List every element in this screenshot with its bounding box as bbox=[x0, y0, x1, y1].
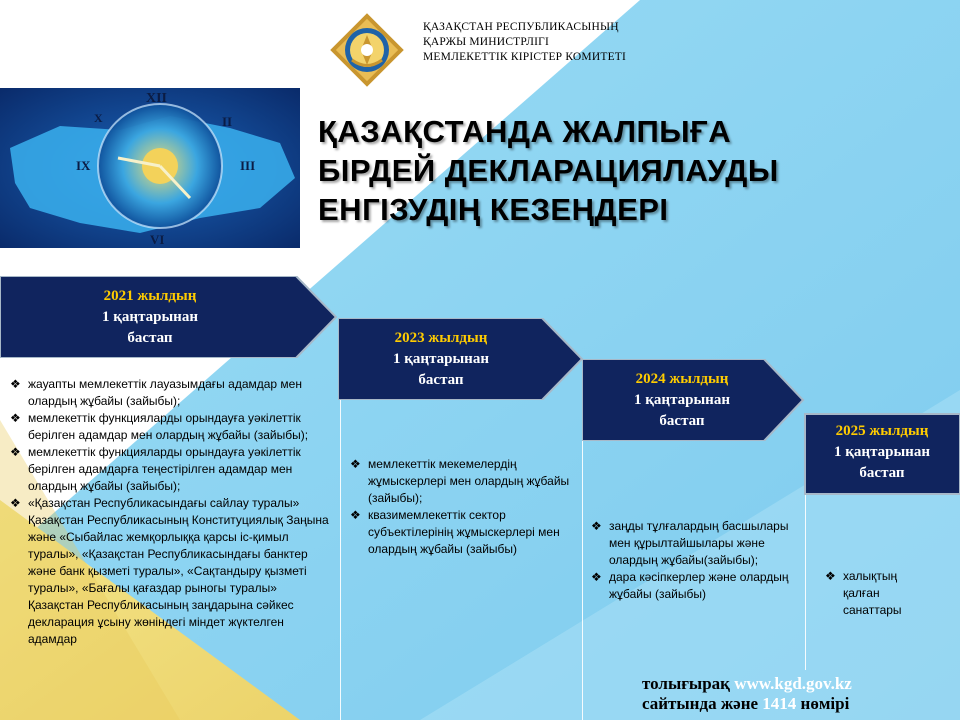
stage-date: 1 қаңтарынан bbox=[634, 392, 730, 408]
org-line: МЕМЛЕКЕТТІК КІРІСТЕР КОМИТЕТІ bbox=[423, 51, 627, 63]
list-item-text: дара кәсіпкерлер және олардың жұбайы (зайыбы) bbox=[609, 570, 789, 601]
kgd-emblem-logo bbox=[322, 5, 412, 95]
list-item bbox=[591, 569, 796, 603]
svg-text:X: X bbox=[94, 111, 103, 125]
list-item bbox=[350, 456, 576, 507]
column-divider bbox=[582, 440, 583, 720]
list-item bbox=[10, 495, 332, 648]
stage-label bbox=[804, 421, 960, 484]
stage-since: бастап bbox=[859, 465, 905, 481]
title-line: БІРДЕЙ ДЕКЛАРАЦИЯЛАУДЫ bbox=[318, 153, 779, 188]
website-link[interactable]: www.kgd.gov.kz bbox=[734, 674, 852, 693]
stage-year: 2025 жылдың bbox=[835, 423, 929, 439]
stage-date: 1 қаңтарынан bbox=[834, 444, 930, 460]
stage-2025-list bbox=[825, 568, 925, 619]
stage-2021-list bbox=[10, 376, 332, 648]
footer-text: сайтында және bbox=[642, 694, 759, 713]
diamond-bullet-icon: ❖ bbox=[350, 508, 361, 522]
stage-2024-list bbox=[591, 518, 796, 603]
column-divider bbox=[340, 400, 341, 720]
list-item-text: халықтың қалған санаттары bbox=[843, 569, 902, 617]
svg-text:III: III bbox=[240, 158, 256, 173]
stage-since: бастап bbox=[659, 413, 705, 429]
title-line: ҚАЗАҚСТАНДА ЖАЛПЫҒА bbox=[318, 114, 732, 149]
stage-2024-arrow bbox=[582, 359, 805, 441]
stage-since: бастап bbox=[127, 330, 173, 346]
footer-text: толығырақ bbox=[642, 674, 730, 693]
list-item bbox=[825, 568, 925, 619]
footer-line-1 bbox=[642, 674, 852, 694]
diamond-bullet-icon: ❖ bbox=[10, 445, 21, 459]
list-item-text: «Қазақстан Республикасындағы сайлау туралы» Қазақстан Республикасының Конституциялық Заңына және «Сыбайлас жемқорлыққа қарсы іс-қимыл туралы», «Қазақстан Республикасындағы банктер және банк қызметі туралы», «Сақтандыру қызметі туралы», «Бағалы қағаздар рыногы туралы» Қазақстан Республикасының заңдарына сәйкес декларация ұсыну жөніндегі міндет жүктелген адамдар bbox=[28, 496, 329, 646]
org-line: ҚАЗАҚСТАН РЕСПУБЛИКАСЫНЫҢ bbox=[423, 21, 619, 33]
list-item bbox=[591, 518, 796, 569]
footer-line-2 bbox=[642, 694, 852, 714]
page-title bbox=[318, 112, 838, 229]
stage-label bbox=[0, 286, 300, 349]
diamond-bullet-icon: ❖ bbox=[825, 569, 836, 583]
organization-name bbox=[423, 20, 683, 65]
list-item bbox=[10, 376, 332, 410]
list-item-text: мемлекеттік мекемелердің жұмыскерлері мен олардың жұбайы (зайыбы); bbox=[368, 457, 570, 505]
list-item-text: мемлекеттік функцияларды орындауға уәкілеттік берілген адамдар мен олардың жұбайы (зайыбы); bbox=[28, 411, 309, 442]
diamond-bullet-icon: ❖ bbox=[591, 519, 602, 533]
svg-text:II: II bbox=[222, 114, 233, 129]
stage-date: 1 қаңтарынан bbox=[393, 351, 489, 367]
stage-label bbox=[582, 369, 782, 432]
footer-contact bbox=[642, 674, 852, 714]
diamond-bullet-icon: ❖ bbox=[591, 570, 602, 584]
column-divider bbox=[805, 495, 806, 670]
list-item-text: жауапты мемлекеттік лауазымдағы адамдар мен олардың жұбайы (зайыбы); bbox=[28, 377, 302, 408]
kazakhstan-map-clock-image bbox=[0, 88, 300, 248]
stage-2023-list bbox=[350, 456, 576, 558]
stage-year: 2023 жылдың bbox=[394, 330, 488, 346]
hotline-number: 1414 bbox=[762, 694, 797, 713]
svg-text:VI: VI bbox=[150, 232, 165, 247]
stage-year: 2021 жылдың bbox=[103, 288, 197, 304]
diamond-bullet-icon: ❖ bbox=[350, 457, 361, 471]
diamond-bullet-icon: ❖ bbox=[10, 377, 21, 391]
stage-since: бастап bbox=[418, 372, 464, 388]
stage-date: 1 қаңтарынан bbox=[102, 309, 198, 325]
list-item bbox=[350, 507, 576, 558]
diamond-bullet-icon: ❖ bbox=[10, 411, 21, 425]
diamond-bullet-icon: ❖ bbox=[10, 496, 21, 510]
svg-text:XII: XII bbox=[146, 91, 168, 106]
list-item-text: квазимемлекеттік сектор субъектілерінің жұмыскерлері мен олардың жұбайы (зайыбы) bbox=[368, 508, 560, 556]
list-item bbox=[10, 410, 332, 444]
stage-year: 2024 жылдың bbox=[635, 371, 729, 387]
list-item-text: мемлекеттік функцияларды орындауға уәкілеттік берілген адамдарға теңестірілген адамдар мен олардың жұбайы (зайыбы); bbox=[28, 445, 301, 493]
title-line: ЕНГІЗУДІҢ КЕЗЕҢДЕРІ bbox=[318, 192, 669, 227]
stage-2023-arrow bbox=[338, 318, 584, 400]
list-item bbox=[10, 444, 332, 495]
footer-text: нөмірі bbox=[800, 694, 850, 713]
list-item-text: заңды тұлғалардың басшылары мен құрылтайшылары және олардың жұбайы(зайыбы); bbox=[609, 519, 789, 567]
stage-2025-box bbox=[804, 413, 960, 495]
stage-label bbox=[338, 328, 544, 391]
stage-2021-arrow bbox=[0, 276, 338, 358]
org-line: ҚАРЖЫ МИНИСТРЛІГІ bbox=[423, 36, 550, 48]
svg-text:IX: IX bbox=[76, 158, 91, 173]
